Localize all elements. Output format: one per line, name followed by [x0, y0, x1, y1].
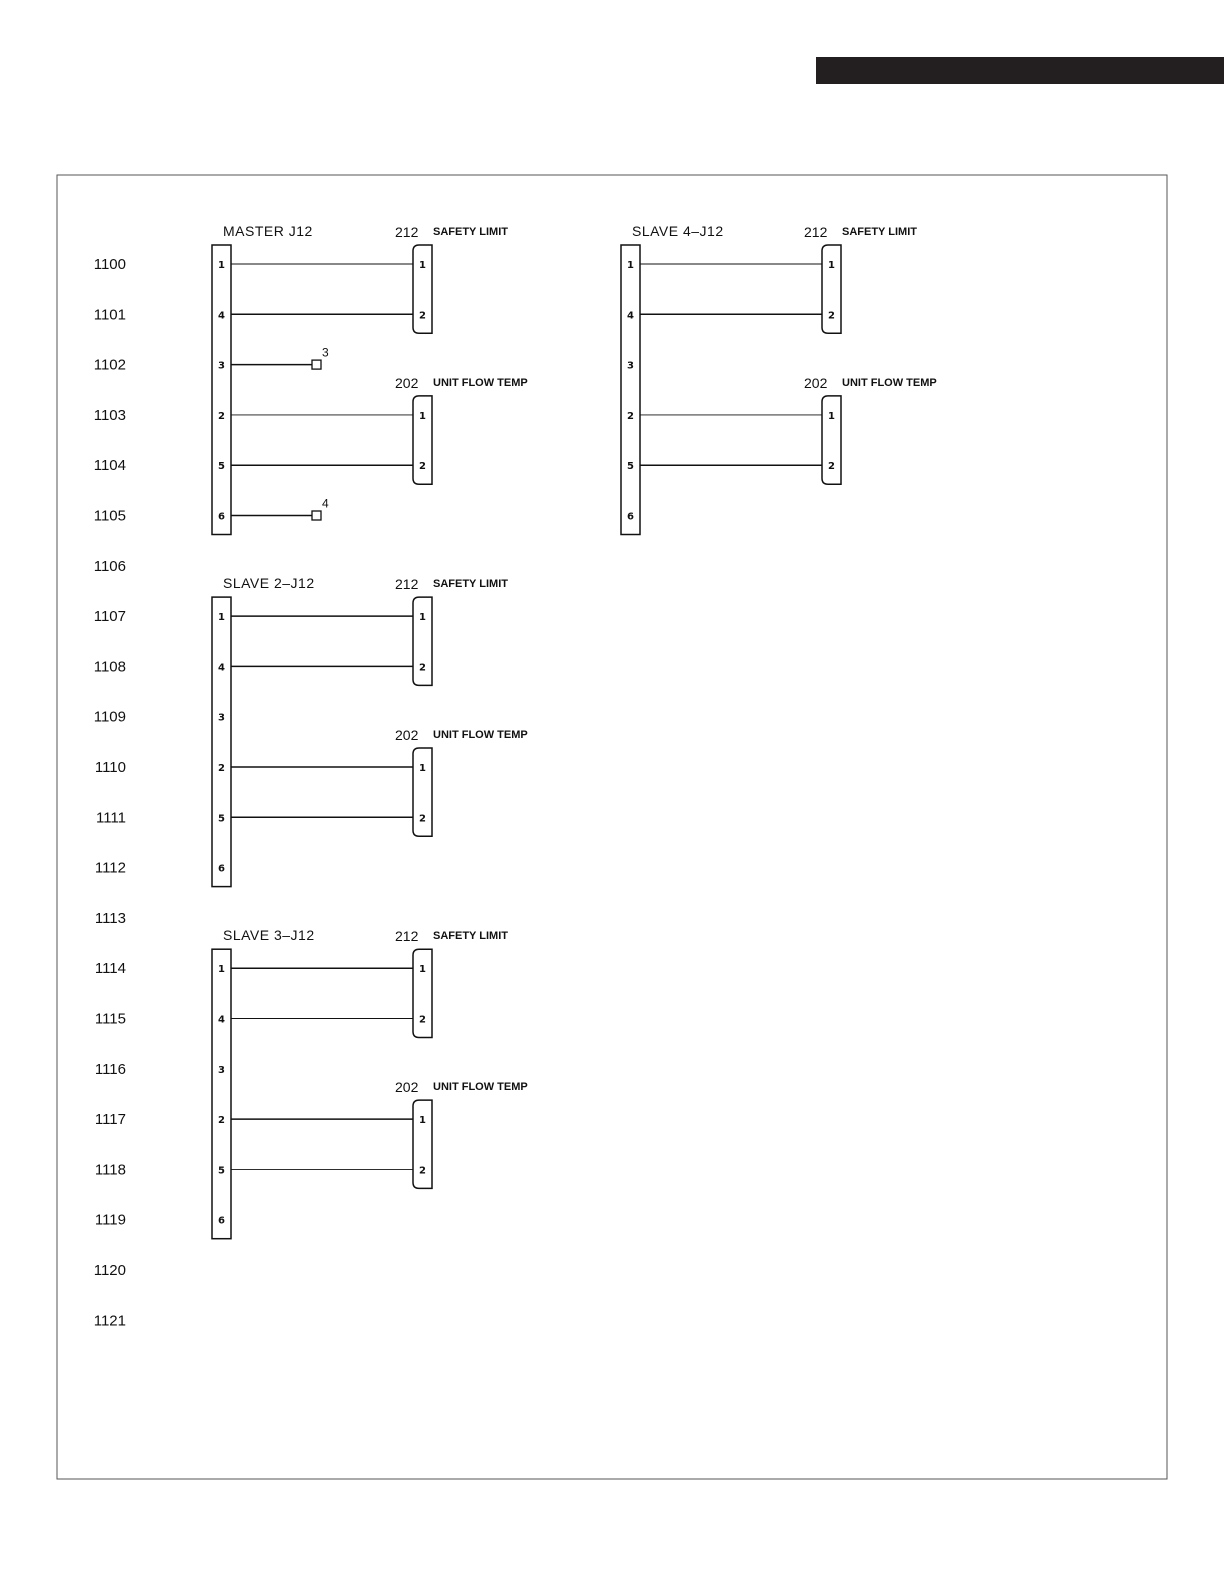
connector-pin-label: 1	[419, 763, 426, 774]
j12-pin-label: 2	[627, 410, 634, 422]
row-number: 1111	[95, 809, 126, 827]
connector-number: 202	[395, 374, 419, 391]
j12-strip	[212, 245, 231, 535]
j12-pin-label: 5	[218, 813, 225, 825]
j12-pin-label: 6	[218, 863, 225, 875]
connector-block	[621, 223, 937, 535]
j12-pin-label: 4	[218, 662, 225, 674]
connector-number: 212	[395, 928, 419, 945]
j12-strip	[212, 597, 231, 887]
connector-pin-label: 1	[828, 260, 835, 271]
j12-pin-label: 6	[218, 1215, 225, 1227]
connector-pin-label: 2	[419, 461, 426, 473]
terminal-label: 3	[322, 345, 329, 360]
connector-name: UNIT FLOW TEMP	[433, 376, 528, 389]
connector-pin-label: 2	[828, 461, 835, 473]
terminal-square	[312, 511, 321, 520]
connector-pin-label: 2	[419, 662, 426, 674]
connector-name: SAFETY LIMIT	[433, 226, 508, 238]
connector-pin-label: 2	[419, 310, 426, 322]
connector-number: 212	[395, 224, 419, 240]
j12-strip	[212, 949, 231, 1238]
row-number: 1101	[93, 306, 126, 324]
connector-block	[212, 927, 528, 1238]
connector-pin-label: 2	[419, 1014, 426, 1026]
connector-number: 202	[395, 727, 419, 743]
j12-pin-label: 2	[218, 410, 225, 422]
row-number: 1117	[94, 1111, 126, 1129]
row-number-column	[94, 256, 126, 1329]
row-number: 1115	[94, 1010, 126, 1028]
connector-pin-label: 1	[419, 1115, 426, 1127]
row-number: 1105	[93, 507, 126, 525]
connector-name: UNIT FLOW TEMP	[842, 376, 937, 389]
connector-name: SAFETY LIMIT	[433, 930, 508, 943]
j12-pin-label: 1	[218, 260, 225, 271]
j12-pin-label: 2	[218, 1115, 225, 1127]
j12-pin-label: 5	[627, 461, 634, 473]
row-number: 1112	[94, 859, 126, 877]
j12-pin-label: 5	[218, 1165, 225, 1177]
j12-pin-label: 5	[218, 461, 225, 473]
connector-pin-label: 1	[828, 410, 835, 422]
block-title: SLAVE 3–J12	[223, 927, 315, 944]
row-number: 1119	[94, 1211, 126, 1229]
terminal-label: 4	[322, 496, 329, 511]
j12-pin-label: 4	[218, 1014, 225, 1026]
j12-pin-label: 3	[218, 712, 225, 724]
row-number: 1103	[93, 406, 126, 424]
row-number: 1108	[93, 658, 126, 676]
row-number: 1121	[93, 1312, 126, 1330]
row-number: 1120	[93, 1262, 126, 1279]
row-number: 1114	[94, 960, 126, 978]
j12-pin-label: 2	[218, 763, 225, 774]
connector-name: UNIT FLOW TEMP	[433, 1081, 528, 1094]
j12-pin-label: 6	[627, 511, 634, 523]
j12-strip	[621, 245, 640, 535]
row-number: 1110	[94, 759, 126, 776]
connector-blocks	[212, 223, 937, 1239]
connector-pin-label: 2	[419, 1165, 426, 1177]
connector-name: SAFETY LIMIT	[433, 578, 508, 591]
j12-pin-label: 6	[218, 511, 225, 523]
j12-pin-label: 1	[218, 964, 225, 976]
row-number: 1109	[93, 708, 126, 726]
row-number: 1107	[93, 608, 126, 626]
connector-pin-label: 2	[419, 813, 426, 825]
j12-pin-label: 4	[218, 310, 225, 322]
connector-pin-label: 1	[419, 410, 426, 422]
j12-pin-label: 3	[627, 360, 634, 372]
connector-pin-label: 1	[419, 964, 426, 976]
row-number: 1118	[94, 1161, 126, 1179]
j12-pin-label: 1	[218, 612, 225, 624]
row-number: 1100	[93, 256, 126, 273]
terminal-square	[312, 360, 321, 369]
connector-number: 202	[395, 1079, 419, 1096]
j12-pin-label: 3	[218, 1064, 225, 1076]
connector-pin-label: 1	[419, 612, 426, 624]
row-number: 1102	[93, 356, 126, 374]
j12-pin-label: 3	[218, 360, 225, 372]
connector-pin-label: 1	[419, 260, 426, 271]
block-title: SLAVE 4–J12	[632, 223, 724, 239]
j12-pin-label: 4	[627, 310, 634, 322]
connector-number: 202	[804, 374, 828, 391]
block-title: SLAVE 2–J12	[223, 575, 315, 592]
connector-block	[212, 575, 528, 887]
row-number: 1104	[93, 457, 126, 475]
row-number: 1116	[94, 1060, 126, 1078]
connector-block	[212, 223, 528, 535]
connector-name: UNIT FLOW TEMP	[433, 729, 528, 741]
connector-name: SAFETY LIMIT	[842, 226, 917, 238]
connector-pin-label: 2	[828, 310, 835, 322]
row-number: 1106	[93, 557, 126, 575]
block-title: MASTER J12	[223, 223, 313, 239]
j12-pin-label: 1	[627, 260, 634, 271]
row-number: 1113	[94, 909, 126, 927]
connector-number: 212	[395, 576, 419, 593]
connector-number: 212	[804, 224, 828, 240]
